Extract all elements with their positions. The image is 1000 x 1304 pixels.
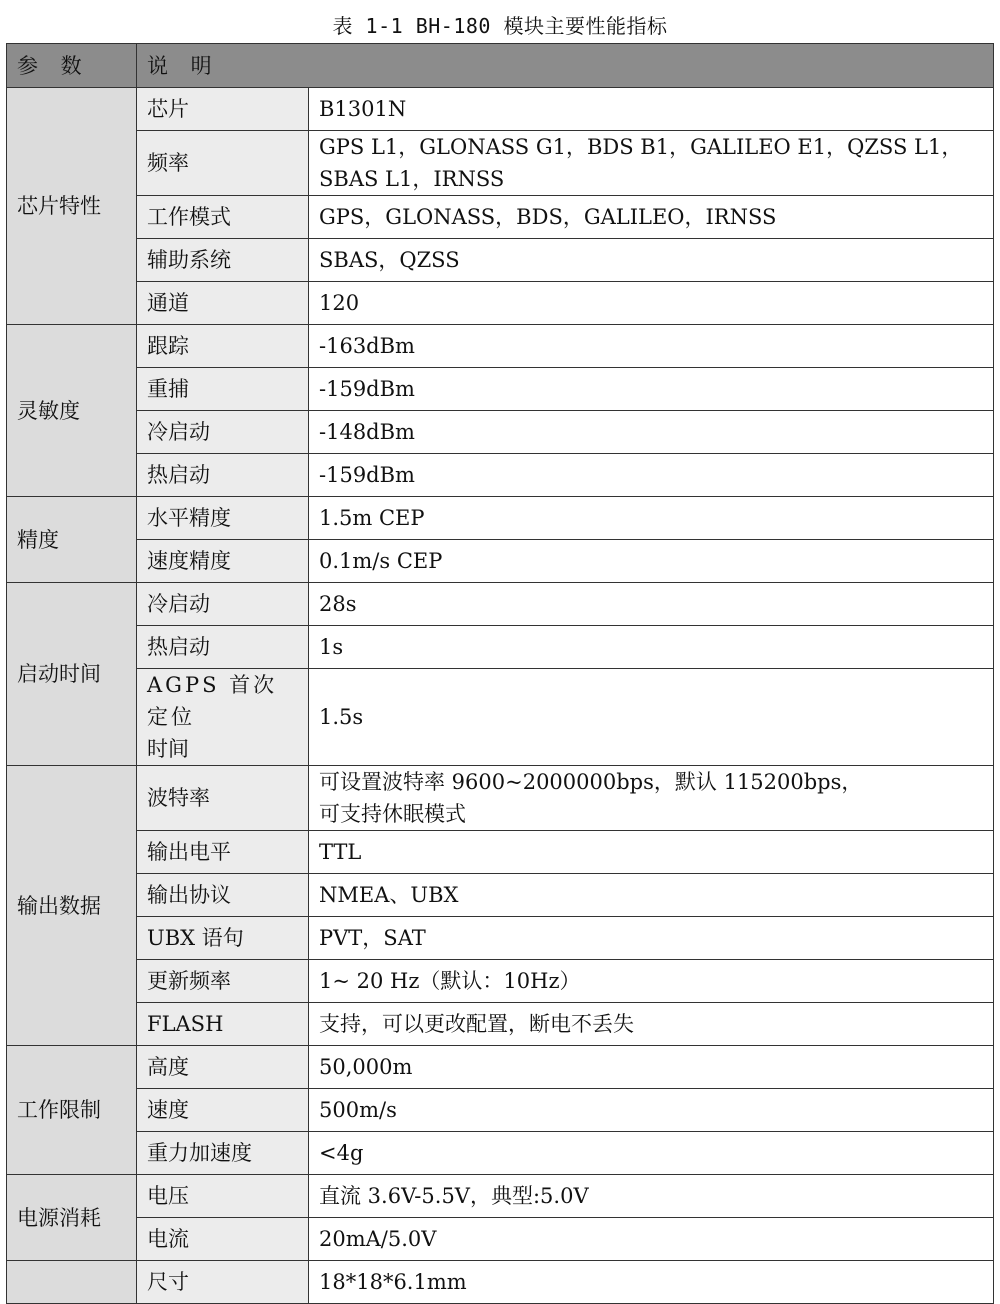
param-name: 水平精度 (137, 497, 309, 540)
param-name: 重捕 (137, 368, 309, 411)
group-power: 电源消耗 (7, 1175, 137, 1261)
param-value: 50,000m (309, 1046, 994, 1089)
value-line: GPS L1，GLONASS G1，BDS B1，GALILEO E1，QZSS L1， (319, 135, 963, 159)
table-row (7, 239, 994, 282)
param-value: 18*18*6.1mm (309, 1261, 994, 1304)
table-row (7, 874, 994, 917)
param-value: SBAS，QZSS (309, 239, 994, 282)
table-row (7, 917, 994, 960)
param-name: 电压 (137, 1175, 309, 1218)
param-name: 输出协议 (137, 874, 309, 917)
param-name: 速度 (137, 1089, 309, 1132)
table-row (7, 88, 994, 131)
param-value: 120 (309, 282, 994, 325)
param-value (309, 766, 994, 831)
table-row (7, 766, 994, 831)
param-value: NMEA、UBX (309, 874, 994, 917)
param-name: 冷启动 (137, 583, 309, 626)
value-line: 可设置波特率 9600~2000000bps，默认 115200bps， (319, 770, 863, 794)
table-row (7, 325, 994, 368)
param-value: 1s (309, 626, 994, 669)
group-chip: 芯片特性 (7, 88, 137, 325)
table-row (7, 1175, 994, 1218)
table-row (7, 282, 994, 325)
table-row (7, 497, 994, 540)
header-row (7, 44, 994, 88)
table-row (7, 1003, 994, 1046)
param-name: FLASH (137, 1003, 309, 1046)
param-value: 20mA/5.0V (309, 1218, 994, 1261)
table-row (7, 626, 994, 669)
table-row (7, 1261, 994, 1304)
param-value: -159dBm (309, 368, 994, 411)
param-name: 电流 (137, 1218, 309, 1261)
param-value: GPS，GLONASS，BDS，GALILEO，IRNSS (309, 196, 994, 239)
param-name: 波特率 (137, 766, 309, 831)
param-value: 28s (309, 583, 994, 626)
group-startup: 启动时间 (7, 583, 137, 766)
param-name (137, 669, 309, 766)
param-value: PVT，SAT (309, 917, 994, 960)
param-value: <4g (309, 1132, 994, 1175)
param-name: 热启动 (137, 454, 309, 497)
table-row (7, 669, 994, 766)
group-sensitivity: 灵敏度 (7, 325, 137, 497)
name-line: AGPS 首次定位 (147, 673, 278, 729)
spec-table (6, 43, 994, 1304)
value-line: 可支持休眠模式 (319, 802, 466, 826)
param-value: 0.1m/s CEP (309, 540, 994, 583)
param-value: 直流 3.6V-5.5V，典型:5.0V (309, 1175, 994, 1218)
table-row (7, 1046, 994, 1089)
table-row (7, 368, 994, 411)
table-row (7, 131, 994, 196)
param-name: 频率 (137, 131, 309, 196)
name-line: 时间 (147, 737, 189, 761)
param-name: 尺寸 (137, 1261, 309, 1304)
param-name: 通道 (137, 282, 309, 325)
param-name: 热启动 (137, 626, 309, 669)
header-param: 参 数 (7, 44, 137, 88)
param-value (309, 131, 994, 196)
param-name: 重力加速度 (137, 1132, 309, 1175)
table-row (7, 1089, 994, 1132)
param-value: -148dBm (309, 411, 994, 454)
param-name: 芯片 (137, 88, 309, 131)
param-name: 冷启动 (137, 411, 309, 454)
param-value: -159dBm (309, 454, 994, 497)
param-value: TTL (309, 831, 994, 874)
group-output: 输出数据 (7, 766, 137, 1046)
value-line: SBAS L1，IRNSS (319, 167, 505, 191)
param-value: 1.5s (309, 669, 994, 766)
table-row (7, 196, 994, 239)
param-value: 1~ 20 Hz（默认：10Hz） (309, 960, 994, 1003)
param-name: 速度精度 (137, 540, 309, 583)
param-value: 支持，可以更改配置，断电不丢失 (309, 1003, 994, 1046)
table-caption: 表 1-1 BH-180 模块主要性能指标 (332, 14, 668, 38)
param-value: B1301N (309, 88, 994, 131)
group-physical (7, 1261, 137, 1304)
param-name: 工作模式 (137, 196, 309, 239)
param-name: 跟踪 (137, 325, 309, 368)
param-name: 高度 (137, 1046, 309, 1089)
table-row (7, 1218, 994, 1261)
table-row (7, 454, 994, 497)
param-name: 更新频率 (137, 960, 309, 1003)
param-value: -163dBm (309, 325, 994, 368)
param-name: UBX 语句 (137, 917, 309, 960)
header-desc: 说 明 (137, 44, 994, 88)
param-name: 输出电平 (137, 831, 309, 874)
group-accuracy: 精度 (7, 497, 137, 583)
param-value: 1.5m CEP (309, 497, 994, 540)
param-value: 500m/s (309, 1089, 994, 1132)
table-row (7, 831, 994, 874)
table-row (7, 960, 994, 1003)
param-name: 辅助系统 (137, 239, 309, 282)
group-limits: 工作限制 (7, 1046, 137, 1175)
table-row (7, 583, 994, 626)
table-row (7, 411, 994, 454)
table-row (7, 1132, 994, 1175)
table-row (7, 540, 994, 583)
